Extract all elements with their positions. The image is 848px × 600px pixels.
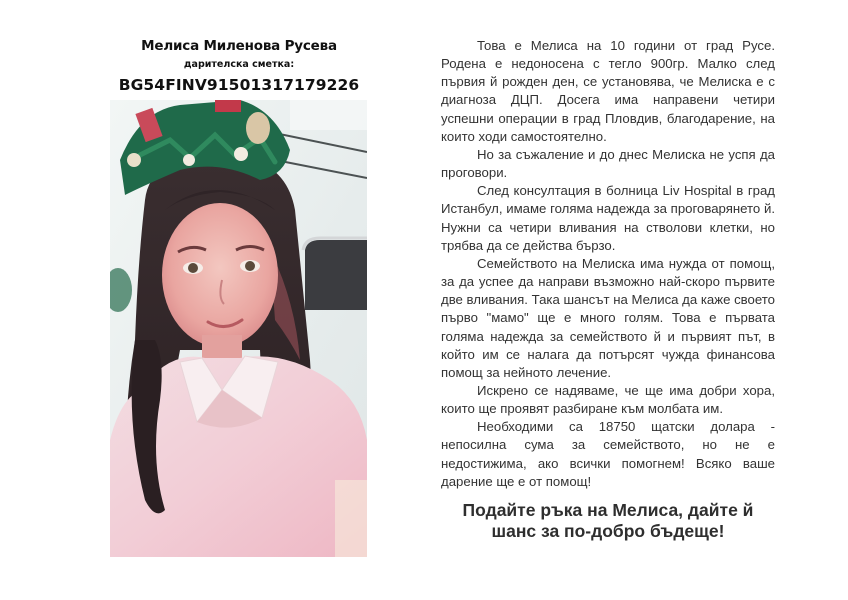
window-pane	[290, 100, 367, 130]
cta-line: шанс за по-добро бъдеще!	[491, 521, 725, 541]
light-flare	[335, 480, 367, 557]
paragraph: Необходими са 18750 щатски долара - непосилна сума за семейството, но не е недостижима, ако всички помогнем! Всяко ваше дарение ще е от помощ!	[441, 419, 775, 489]
paragraph: Искрено се надяваме, че ще има добри хора, които ще проявят разбиране към молбата им.	[441, 382, 775, 417]
teddy-ornament	[246, 112, 270, 144]
paragraph: Това е Мелиса на 10 години от град Русе. Родена е недоносена с тегло 900гр. Малко след първия й рожден ден, се установява, че Мелиска е с диагноза ДЦП. Досега има направени четири успешни операции в град Пловдив, благодарение, на които ходи самостоятелно.	[441, 38, 775, 144]
ribbon-bow	[215, 100, 241, 112]
ornament	[127, 153, 141, 167]
eye-iris	[245, 261, 255, 271]
eye-iris	[188, 263, 198, 273]
iban-number: BG54FINV91501317179226	[118, 76, 360, 94]
paragraph: Семейството на Мелиска има нужда от помощ, за да успее да направи възможно най-скоро първите две вливания. Така шансът на Мелиса да каже своето първо "мамо" ще е много голям. Това е първата голяма надежда за семейството й и първият път, в който им се налага да потърсят чужда финансова помощ за нейното лечение.	[441, 255, 775, 380]
paragraph: Но за съжаление и до днес Мелиска не успя да проговори.	[441, 146, 775, 181]
donor-header	[100, 37, 378, 95]
portrait-photo	[110, 100, 367, 557]
chair-back	[305, 240, 367, 310]
ornament	[234, 147, 248, 161]
child-name: Мелиса Миленова Русева	[141, 38, 337, 54]
appeal-text	[441, 37, 775, 491]
cta-line: Подайте ръка на Мелиса, дайте й	[462, 500, 754, 520]
donation-account-label: дарителска сметка:	[183, 59, 295, 70]
paragraph: След консултация в болница Liv Hospital в град Истанбул, имаме голяма надежда за проговарянето й. Нужни са четири вливания на стволови клетки, но трябва да се действа бързо.	[441, 183, 775, 253]
call-to-action	[441, 500, 775, 542]
ornament	[183, 154, 195, 166]
